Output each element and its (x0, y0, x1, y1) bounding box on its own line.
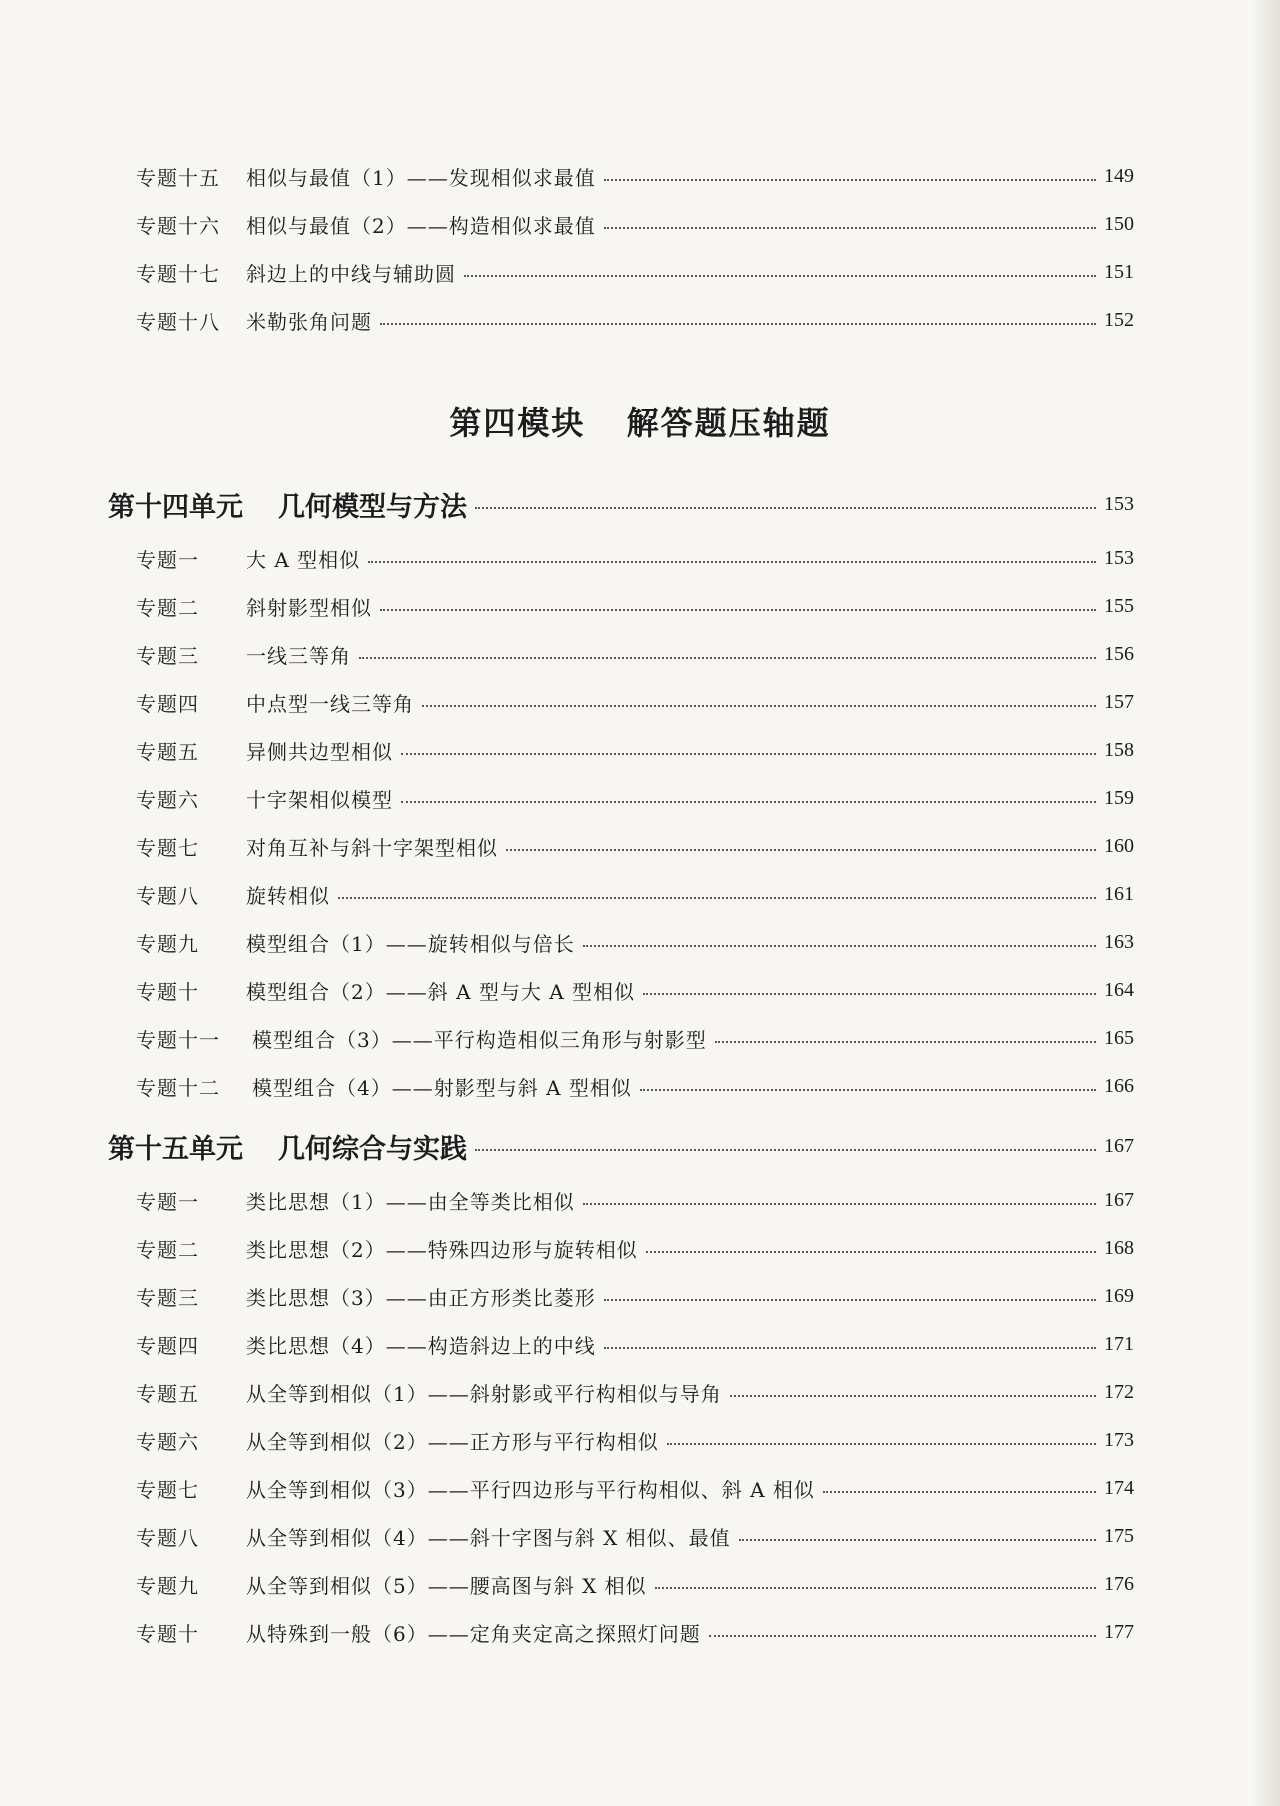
topic-title: 对角互补与斜十字架型相似 (246, 835, 498, 860)
topic-title: 从全等到相似（4）——斜十字图与斜 X 相似、最值 (246, 1525, 731, 1550)
topic-title: 相似与最值（1）——发现相似求最值 (246, 165, 596, 190)
toc-entry[interactable] (0, 1224, 1280, 1272)
dot-leader (359, 657, 1096, 659)
unit-heading[interactable] (0, 476, 1280, 532)
page-number: 175 (1104, 1524, 1134, 1547)
unit15-section (0, 1118, 1280, 1174)
dot-leader (604, 1347, 1096, 1349)
toc-entry[interactable] (0, 1464, 1280, 1512)
topic-label: 专题十 (136, 979, 199, 1004)
unit-heading[interactable] (0, 1118, 1280, 1174)
page-number: 167 (1104, 1188, 1134, 1211)
unit-label: 第十五单元 (108, 1133, 243, 1165)
topic-label: 专题六 (136, 1429, 199, 1454)
dot-leader (709, 1635, 1096, 1637)
page-number: 165 (1104, 1026, 1134, 1049)
dot-leader (604, 1299, 1096, 1301)
toc-entry[interactable] (0, 582, 1280, 630)
page-number: 166 (1104, 1074, 1134, 1097)
dot-leader (506, 849, 1096, 851)
topic-label: 专题六 (136, 787, 199, 812)
toc-entry[interactable] (0, 152, 1280, 200)
dot-leader (380, 609, 1096, 611)
page-number: 155 (1104, 594, 1134, 617)
topic-label: 专题十 (136, 1621, 199, 1646)
topic-label: 专题二 (136, 595, 199, 620)
toc-entry[interactable] (0, 296, 1280, 344)
toc-entry[interactable] (0, 1272, 1280, 1320)
page-number: 157 (1104, 690, 1134, 713)
dot-leader (583, 1203, 1096, 1205)
page-number: 173 (1104, 1428, 1134, 1451)
topic-title: 从特殊到一般（6）——定角夹定高之探照灯问题 (246, 1621, 701, 1646)
topic-label: 专题八 (136, 1525, 199, 1550)
topic-label: 专题四 (136, 691, 199, 716)
page-number: 150 (1104, 212, 1134, 235)
unit-title: 几何模型与方法 (278, 491, 467, 523)
page-number: 171 (1104, 1332, 1134, 1355)
topic-label: 专题七 (136, 835, 199, 860)
topic-title: 模型组合（4）——射影型与斜 A 型相似 (252, 1075, 632, 1100)
topic-label: 专题七 (136, 1477, 199, 1502)
dot-leader (604, 227, 1096, 229)
topic-title: 类比思想（3）——由正方形类比菱形 (246, 1285, 596, 1310)
dot-leader (368, 561, 1096, 563)
toc-entry[interactable] (0, 1368, 1280, 1416)
dot-leader (640, 1089, 1096, 1091)
unit14-section (0, 476, 1280, 532)
dot-leader (667, 1443, 1096, 1445)
page-number: 158 (1104, 738, 1134, 761)
page-number: 152 (1104, 308, 1134, 331)
toc-entry[interactable] (0, 678, 1280, 726)
dot-leader (380, 323, 1096, 325)
toc-entry[interactable] (0, 248, 1280, 296)
topic-label: 专题一 (136, 1189, 199, 1214)
page-number: 156 (1104, 642, 1134, 665)
topic-title: 模型组合（2）——斜 A 型与大 A 型相似 (246, 979, 636, 1004)
dot-leader (604, 179, 1096, 181)
toc-entry[interactable] (0, 1320, 1280, 1368)
dot-leader (643, 993, 1096, 995)
topic-label: 专题九 (136, 931, 199, 956)
topic-title: 从全等到相似（3）——平行四边形与平行构相似、斜 A 相似 (246, 1477, 815, 1502)
unit15-topics (0, 1176, 1280, 1656)
topic-label: 专题五 (136, 1381, 199, 1406)
dot-leader (401, 801, 1096, 803)
topic-title: 异侧共边型相似 (246, 739, 393, 764)
dot-leader (646, 1251, 1096, 1253)
topic-title: 从全等到相似（5）——腰高图与斜 X 相似 (246, 1573, 647, 1598)
page-number: 168 (1104, 1236, 1134, 1259)
topic-title: 中点型一线三等角 (246, 691, 414, 716)
module-label: 第四模块 (449, 404, 586, 442)
toc-entry[interactable] (0, 1512, 1280, 1560)
dot-leader (475, 1149, 1096, 1151)
toc-entry[interactable] (0, 822, 1280, 870)
topic-label: 专题十二 (136, 1075, 220, 1100)
toc-top-section (0, 152, 1280, 344)
topic-title: 斜边上的中线与辅助圆 (246, 261, 456, 286)
topic-title: 大 A 型相似 (246, 547, 361, 572)
page-number: 164 (1104, 978, 1134, 1001)
page-number: 160 (1104, 834, 1134, 857)
page-number: 163 (1104, 930, 1134, 953)
dot-leader (401, 753, 1096, 755)
page-number: 169 (1104, 1284, 1134, 1307)
dot-leader (739, 1539, 1096, 1541)
topic-label: 专题五 (136, 739, 199, 764)
unit-title: 几何综合与实践 (278, 1133, 467, 1165)
dot-leader (730, 1395, 1096, 1397)
topic-title: 一线三等角 (246, 643, 351, 668)
topic-title: 类比思想（2）——特殊四边形与旋转相似 (246, 1237, 638, 1262)
dot-leader (655, 1587, 1096, 1589)
page-number: 149 (1104, 164, 1134, 187)
module-heading (0, 398, 1280, 444)
dot-leader (823, 1491, 1096, 1493)
topic-title: 旋转相似 (246, 883, 330, 908)
toc-entry[interactable] (0, 1416, 1280, 1464)
topic-label: 专题四 (136, 1333, 199, 1358)
toc-entry[interactable] (0, 1062, 1280, 1110)
topic-title: 米勒张角问题 (246, 309, 372, 334)
topic-title: 类比思想（1）——由全等类比相似 (246, 1189, 575, 1214)
toc-entry[interactable] (0, 1560, 1280, 1608)
topic-title: 从全等到相似（2）——正方形与平行构相似 (246, 1429, 659, 1454)
toc-entry[interactable] (0, 534, 1280, 582)
dot-leader (464, 275, 1096, 277)
dot-leader (338, 897, 1096, 899)
toc-entry[interactable] (0, 870, 1280, 918)
page-edge-shadow (1252, 0, 1280, 1806)
topic-label: 专题十八 (136, 309, 220, 334)
topic-label: 专题十五 (136, 165, 220, 190)
unit-label: 第十四单元 (108, 491, 243, 523)
topic-title: 十字架相似模型 (246, 787, 393, 812)
unit14-topics (0, 534, 1280, 1110)
dot-leader (475, 507, 1096, 509)
toc-entry[interactable] (0, 918, 1280, 966)
page-number: 176 (1104, 1572, 1134, 1595)
toc-entry[interactable] (0, 630, 1280, 678)
toc-entry[interactable] (0, 200, 1280, 248)
dot-leader (715, 1041, 1096, 1043)
page-number: 161 (1104, 882, 1134, 905)
toc-entry[interactable] (0, 1014, 1280, 1062)
topic-label: 专题三 (136, 643, 199, 668)
page-number: 153 (1104, 492, 1134, 515)
page-number: 159 (1104, 786, 1134, 809)
topic-label: 专题二 (136, 1237, 199, 1262)
topic-title: 斜射影型相似 (246, 595, 372, 620)
page-number: 177 (1104, 1620, 1134, 1643)
toc-entry[interactable] (0, 1608, 1280, 1656)
page-number: 151 (1104, 260, 1134, 283)
topic-title: 从全等到相似（1）——斜射影或平行构相似与导角 (246, 1381, 722, 1406)
topic-label: 专题一 (136, 547, 199, 572)
page-number: 172 (1104, 1380, 1134, 1403)
page-number: 174 (1104, 1476, 1134, 1499)
topic-title: 类比思想（4）——构造斜边上的中线 (246, 1333, 596, 1358)
topic-title: 相似与最值（2）——构造相似求最值 (246, 213, 596, 238)
dot-leader (583, 945, 1096, 947)
topic-label: 专题十七 (136, 261, 220, 286)
page-number: 153 (1104, 546, 1134, 569)
topic-label: 专题八 (136, 883, 199, 908)
topic-label: 专题三 (136, 1285, 199, 1310)
topic-label: 专题九 (136, 1573, 199, 1598)
module-title: 解答题压轴题 (626, 404, 831, 442)
toc-entry[interactable] (0, 1176, 1280, 1224)
dot-leader (422, 705, 1096, 707)
page-number: 167 (1104, 1134, 1134, 1157)
topic-title: 模型组合（1）——旋转相似与倍长 (246, 931, 575, 956)
toc-entry[interactable] (0, 966, 1280, 1014)
toc-entry[interactable] (0, 726, 1280, 774)
topic-title: 模型组合（3）——平行构造相似三角形与射影型 (252, 1027, 707, 1052)
topic-label: 专题十一 (136, 1027, 220, 1052)
topic-label: 专题十六 (136, 213, 220, 238)
toc-entry[interactable] (0, 774, 1280, 822)
